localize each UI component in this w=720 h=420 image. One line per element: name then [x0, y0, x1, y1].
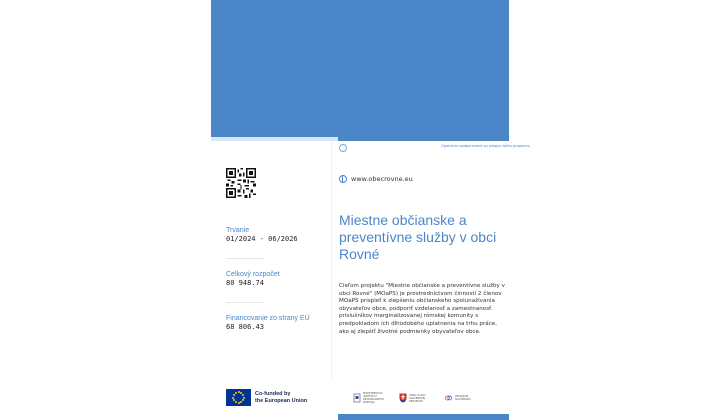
partner-logos [353, 392, 481, 404]
eu-star [238, 391, 240, 393]
stat-eu-funding [226, 315, 310, 331]
ministry-logo [353, 392, 389, 404]
eu-star [240, 401, 242, 403]
globe-icon [339, 175, 347, 183]
column-divider [331, 141, 332, 381]
government-office-logo-text: ÚRAD VLÁDY SLOVENSKEJ REPUBLIKY [409, 393, 426, 403]
header-band-light-strip [211, 137, 338, 141]
stat-duration [226, 227, 298, 243]
eu-star [242, 394, 244, 396]
header-note: Opatrenie podporované zo zdrojov tohto programu [441, 144, 531, 148]
stat-value: 01/2024 - 06/2026 [226, 235, 298, 243]
stat-label: Financovanie zo strany EÚ [226, 315, 310, 322]
eu-star [243, 397, 245, 399]
stat-divider [226, 302, 264, 303]
header-color-band [211, 0, 509, 137]
program-slovensko-logo-text: PROGRAM SLOVENSKO [455, 395, 471, 401]
info-icon [339, 144, 347, 152]
project-poster [211, 0, 531, 420]
ministry-logo-text: MINISTERSTVO INVESTÍCIÍ REGIONÁLNEHO ROZVOJA [363, 392, 384, 404]
website-link[interactable]: www.obecrovne.eu [351, 175, 413, 183]
eu-flag-icon [226, 389, 251, 406]
qr-code-icon [226, 168, 256, 198]
eu-label-line2: the European Union [255, 398, 308, 404]
stat-total-budget [226, 271, 280, 287]
government-office-logo [399, 392, 435, 404]
stat-value: 68 806.43 [226, 323, 264, 331]
program-slovensko-logo-icon [445, 393, 453, 403]
header-band-strip [338, 137, 509, 141]
eu-star [238, 402, 240, 404]
eu-star [233, 394, 235, 396]
slovak-coat-of-arms-icon [399, 393, 407, 403]
stat-label: Celkový rozpočet [226, 271, 280, 278]
eu-label-line1: Co-funded by [255, 391, 291, 397]
ministry-logo-icon [353, 393, 361, 403]
footer-color-band [338, 414, 509, 420]
eu-star [235, 392, 237, 394]
stat-value: 80 948.74 [226, 279, 264, 287]
stat-label: Trvanie [226, 227, 250, 234]
program-slovensko-logo [445, 392, 481, 404]
project-description: Cieľom projektu "Miestne občianske a preventívne služby v obci Rovné" (MOaPS) je prostredníctvom činností 2 členov MOaPS prispieť k zlepšeniu občianskeho spolunažívania obyvateľov obce, podporiť vzdelanosť a zamestnanosť príslušníkov marginalizovanej rómskej komunity s predpokladom ich dlhodobého uplatnenia na trhu práce, ako aj zlepšiť životné podmienky obyvateľov obce. [339, 283, 505, 335]
eu-star [242, 399, 244, 401]
project-title: Miestne občianske a preventívne služby v obci Rovné [339, 212, 497, 262]
stat-divider [226, 258, 264, 259]
website-row[interactable] [339, 175, 413, 183]
eu-star [235, 401, 237, 403]
eu-cofunded-label [255, 391, 307, 405]
eu-star [232, 397, 234, 399]
